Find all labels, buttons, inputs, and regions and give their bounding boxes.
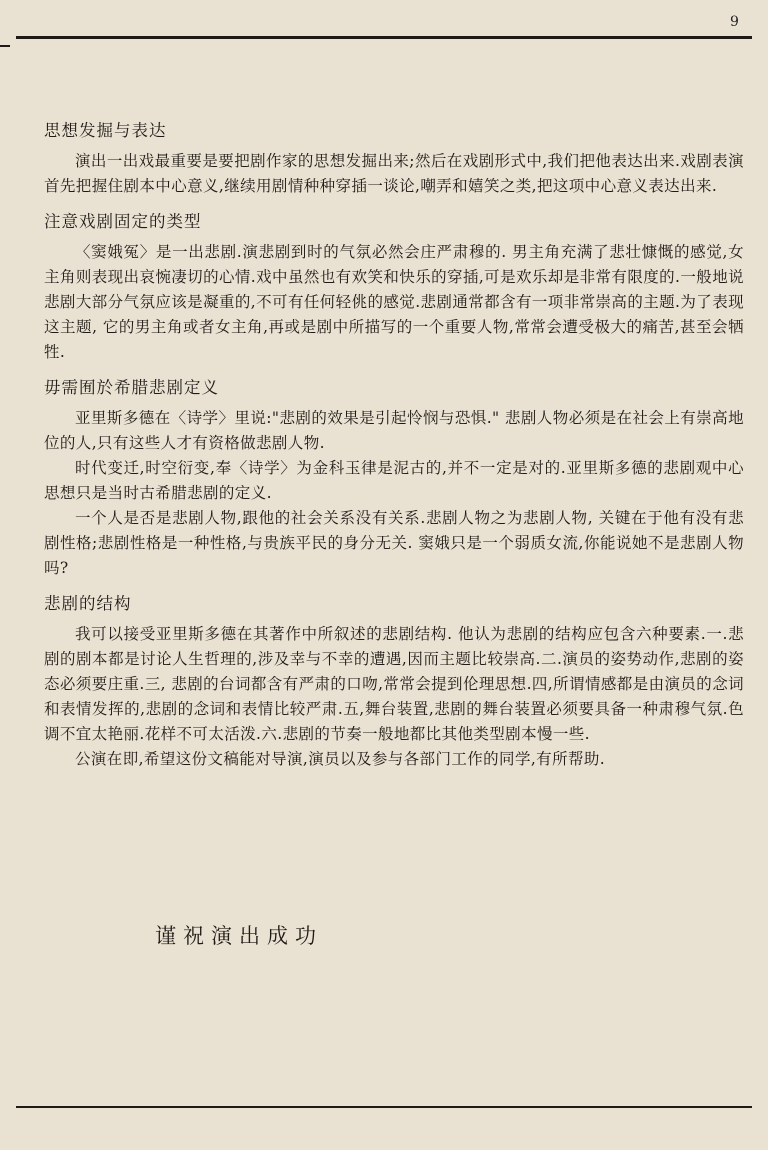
paragraph: 演出一出戏最重要是要把剧作家的思想发掘出来;然后在戏剧形式中,我们把他表达出来.戏剧表演首先把握住剧本中心意义,继续用剧情种种穿插一谈论,嘲弄和嬉笑之类,把这项中心意义表达出来. bbox=[44, 152, 744, 195]
section-idea-expression bbox=[44, 118, 744, 199]
section-heading: 毋需囿於希腊悲剧定义 bbox=[44, 378, 219, 397]
paragraph: 〈窦娥冤〉是一出悲剧.演悲剧到时的气氛必然会庄严肃穆的. 男主角充满了悲壮慷慨的感觉,女主角则表现出哀惋凄切的心情.戏中虽然也有欢笑和快乐的穿插,可是欢乐却是非常有限度的.一般地说悲剧大部分气氛应该是凝重的,不可有任何轻佻的感觉.悲剧通常都含有一项非常崇高的主题.为了表现这主题, 它的男主角或者女主角,再或是剧中所描写的一个重要人物,常常会遭受极大的痛苦,甚至会牺牲. bbox=[44, 243, 744, 361]
page-number: 9 bbox=[730, 14, 739, 30]
article-body bbox=[44, 118, 744, 782]
paragraph: 亚里斯多德在〈诗学〉里说:"悲剧的效果是引起怜悯与恐惧." 悲剧人物必须是在社会上有崇高地位的人,只有这些人才有资格做悲剧人物. bbox=[44, 409, 744, 452]
section-drama-types bbox=[44, 209, 744, 365]
section-heading: 思想发掘与表达 bbox=[44, 121, 167, 140]
section-heading: 注意戏剧固定的类型 bbox=[44, 212, 202, 231]
margin-mark bbox=[0, 45, 10, 47]
bottom-rule bbox=[16, 1106, 752, 1108]
paragraph: 时代变迁,时空衍变,奉〈诗学〉为金科玉律是泥古的,并不一定是对的.亚里斯多德的悲剧观中心思想只是当时古希腊悲剧的定义. bbox=[44, 459, 744, 502]
section-tragedy-structure bbox=[44, 591, 744, 772]
paragraph: 公演在即,希望这份文稿能对导演,演员以及参与各部门工作的同学,有所帮助. bbox=[75, 750, 606, 768]
paragraph: 一个人是否是悲剧人物,跟他的社会关系没有关系.悲剧人物之为悲剧人物, 关键在于他有没有悲剧性格;悲剧性格是一种性格,与贵族平民的身分无关. 窦娥只是一个弱质女流,你能说她不是悲剧人物吗? bbox=[44, 509, 744, 577]
section-greek-tragedy bbox=[44, 375, 744, 581]
closing-greeting: 谨祝演出成功 bbox=[155, 924, 323, 948]
section-heading: 悲剧的结构 bbox=[44, 594, 132, 613]
paragraph: 我可以接受亚里斯多德在其著作中所叙述的悲剧结构. 他认为悲剧的结构应包含六种要素.一.悲剧的剧本都是讨论人生哲理的,涉及幸与不幸的遭遇,因而主题比较崇高.二.演员的姿势动作,悲剧的姿态必须要庄重.三, 悲剧的台词都含有严肃的口吻,常常会提到伦理思想.四,所谓情感都是由演员的念词和表情发挥的,悲剧的念词和表情比较严肃.五,舞台装置,悲剧的舞台装置必须要具备一种肃穆气氛.色调不宜太艳丽.花样不可太活泼.六.悲剧的节奏一般地都比其他类型剧本慢一些. bbox=[44, 625, 744, 743]
top-rule bbox=[16, 36, 752, 39]
